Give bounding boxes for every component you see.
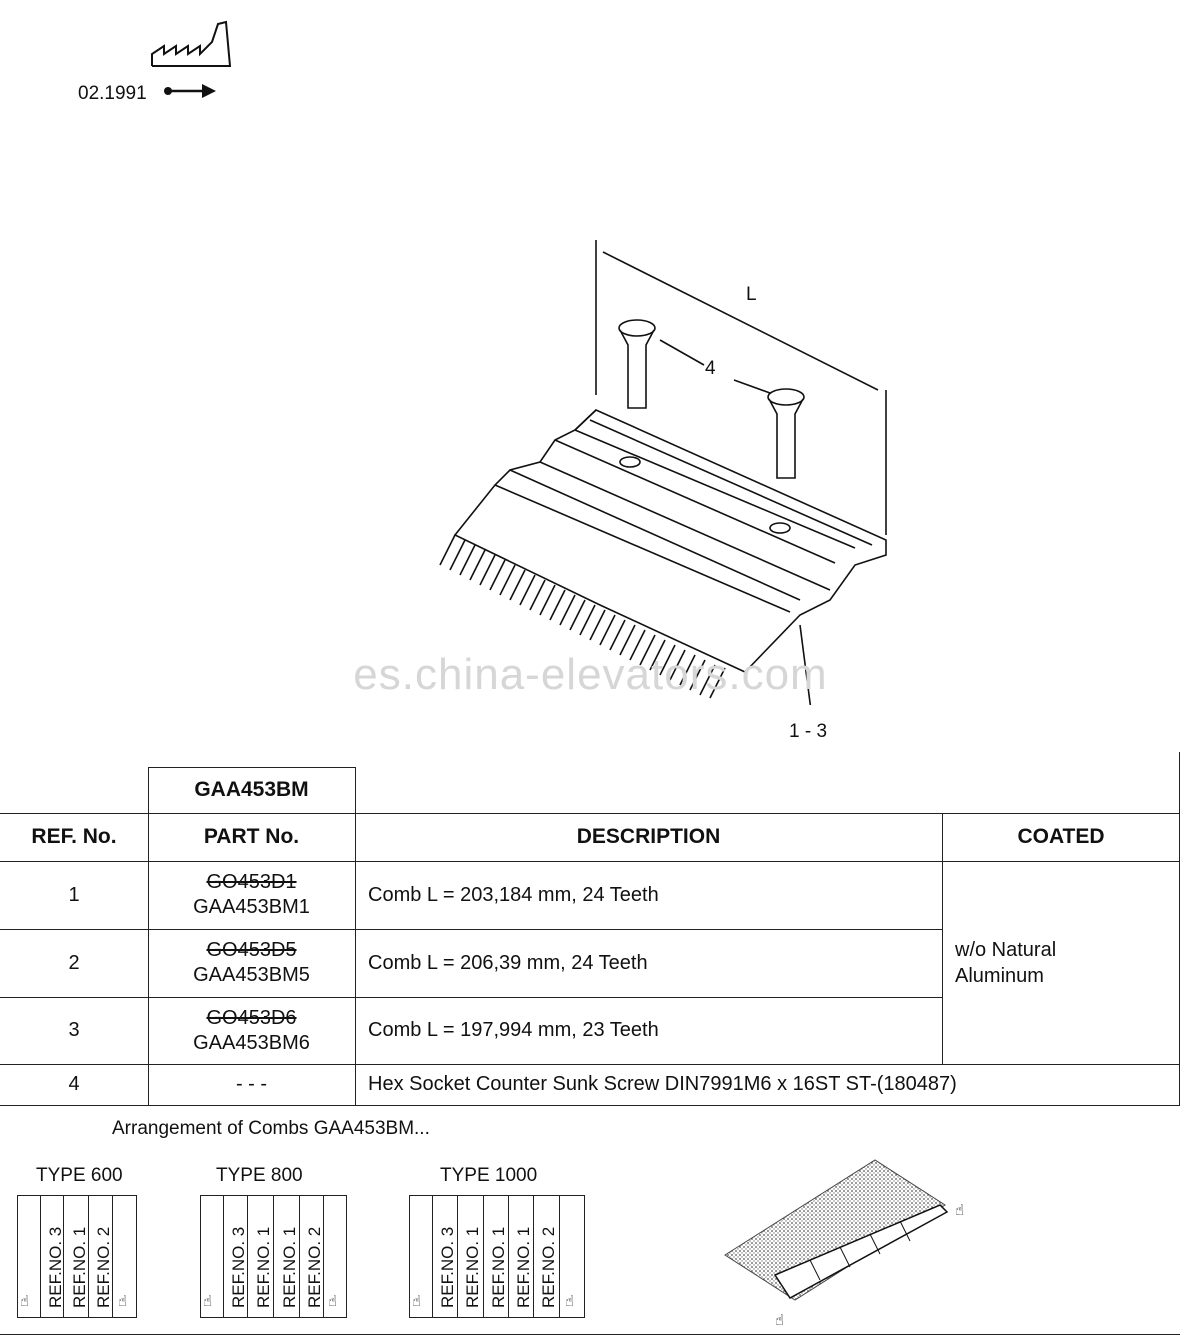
type-1000-ref-1: REF.NO. 3	[438, 1226, 457, 1308]
row3-description: Comb L = 197,994 mm, 23 Teeth	[368, 1019, 659, 1041]
type-1000-ref-2: REF.NO. 1	[463, 1226, 482, 1308]
row3-ref: 3	[68, 1019, 80, 1041]
svg-text:☝: ☝	[775, 1311, 785, 1329]
row4-ref: 4	[68, 1073, 80, 1095]
length-label: L	[746, 284, 757, 305]
comb-plate-illustration	[715, 1150, 975, 1330]
row1-ref: 1	[68, 883, 80, 906]
hand-left-icon: ☝	[203, 1293, 213, 1310]
hand-right-icon: ☝	[328, 1293, 338, 1310]
type-1000-diagram	[409, 1195, 585, 1318]
coated-value: w/o Natural Aluminum	[955, 938, 1057, 987]
col-description-header: DESCRIPTION	[576, 825, 721, 848]
row3-old-part: GO453D6	[206, 1006, 297, 1029]
type-600-ref-3: REF.NO. 2	[94, 1226, 113, 1308]
row1-old-part: GO453D1	[206, 871, 297, 893]
hand-right-icon: ☝	[118, 1293, 128, 1310]
row3-part	[148, 997, 355, 1064]
row1-part	[148, 861, 355, 929]
type-800-ref-4: REF.NO. 2	[305, 1226, 324, 1308]
arrow-right-icon	[162, 82, 218, 100]
row2-old-part: GO453D5	[206, 939, 297, 961]
type-800-ref-1: REF.NO. 3	[229, 1226, 248, 1308]
col-ref-header: REF. No.	[31, 825, 117, 848]
type-600-ref-2: REF.NO. 1	[70, 1226, 89, 1308]
type-800-ref-2: REF.NO. 1	[254, 1226, 273, 1308]
comb-drawing	[430, 235, 900, 705]
screw-callout: 4	[705, 358, 716, 379]
type-800-label: TYPE 800	[216, 1165, 303, 1186]
row1-new-part: GAA453BM1	[193, 896, 310, 918]
group-header: GAA453BM	[194, 778, 309, 801]
row2-description: Comb L = 206,39 mm, 24 Teeth	[368, 951, 648, 974]
watermark: es.china-elevators.com	[353, 650, 828, 699]
row2-part	[148, 929, 355, 997]
hand-left-icon: ☝	[412, 1293, 422, 1310]
type-1000-ref-5: REF.NO. 2	[539, 1226, 558, 1308]
col-part-header: PART No.	[203, 825, 300, 848]
type-1000-label: TYPE 1000	[440, 1165, 538, 1186]
row2-new-part: GAA453BM5	[193, 964, 310, 986]
hand-left-icon: ☝	[20, 1293, 30, 1310]
col-coated-header: COATED	[1017, 825, 1105, 848]
factory-icon	[150, 20, 235, 70]
arrangement-title: Arrangement of Combs GAA453BM...	[112, 1118, 430, 1139]
row2-ref: 2	[68, 951, 80, 974]
comb-callout: 1 - 3	[789, 721, 828, 742]
row1-description: Comb L = 203,184 mm, 24 Teeth	[368, 883, 659, 906]
type-600-ref-1: REF.NO. 3	[46, 1226, 65, 1308]
type-1000-ref-4: REF.NO. 1	[514, 1226, 533, 1308]
svg-text:☝: ☝	[955, 1201, 965, 1219]
row4-description: Hex Socket Counter Sunk Screw DIN7991M6 x 16ST ST-(180487)	[368, 1073, 957, 1095]
type-600-diagram	[17, 1195, 137, 1318]
hand-right-icon: ☝	[565, 1293, 575, 1310]
row4-part: - - -	[235, 1073, 268, 1095]
type-600-label: TYPE 600	[36, 1165, 123, 1186]
type-800-diagram	[200, 1195, 347, 1318]
row3-new-part: GAA453BM6	[193, 1031, 310, 1054]
type-800-ref-3: REF.NO. 1	[280, 1226, 299, 1308]
production-date: 02.1991	[78, 83, 147, 104]
type-1000-ref-3: REF.NO. 1	[489, 1226, 508, 1308]
